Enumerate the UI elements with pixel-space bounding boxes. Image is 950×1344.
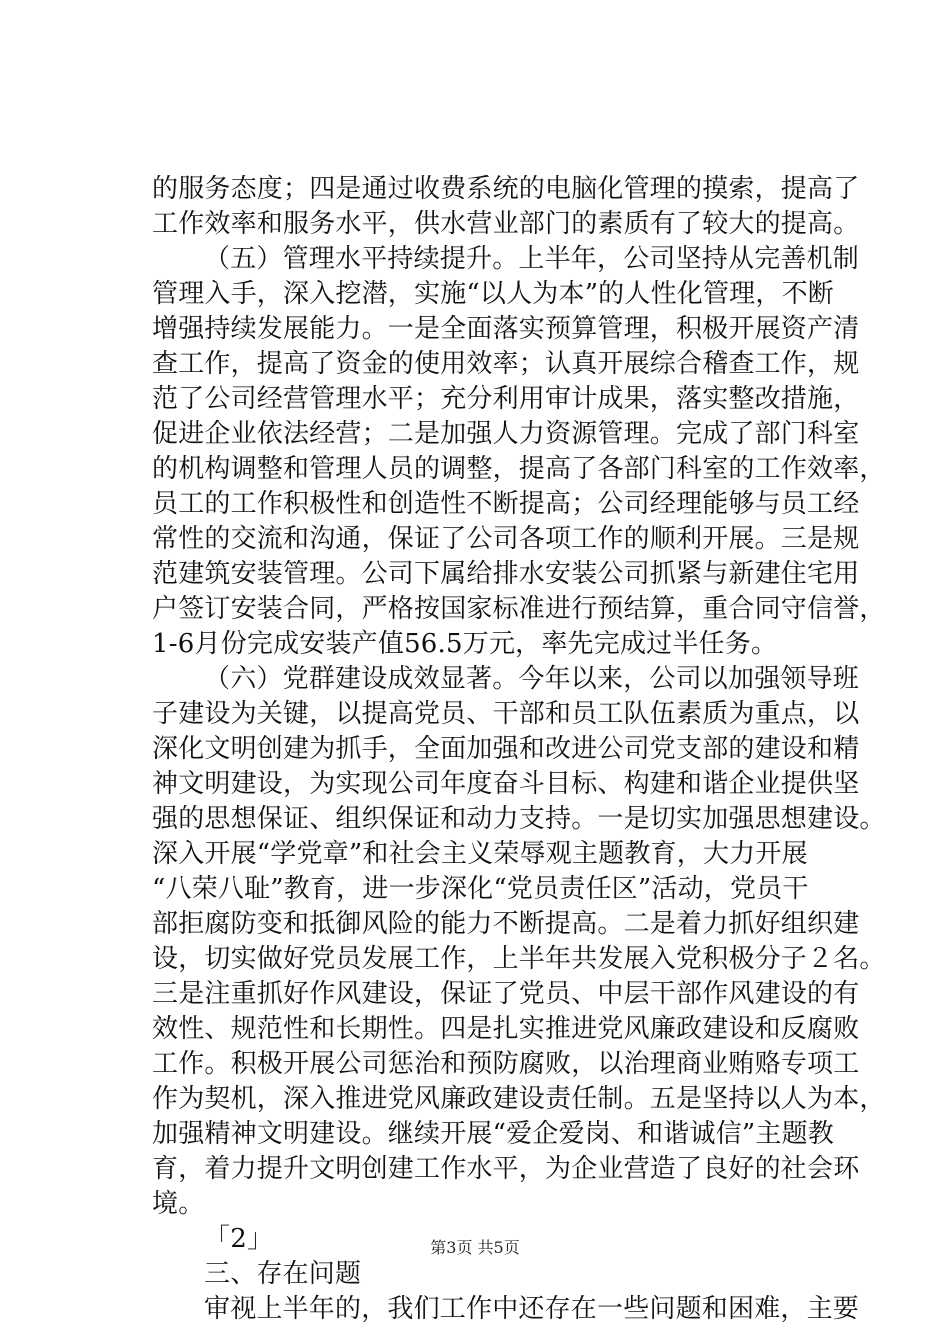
text-line: 神文明建设，为实现公司年度奋斗目标、构建和谐企业提供坚 (152, 769, 860, 799)
paragraph-heading-5: （五）管理水平持续提升。上半年，公司坚持从完善机制 (204, 244, 860, 274)
text-line: 员工的工作积极性和创造性不断提高；公司经理能够与员工经 (152, 489, 860, 519)
text-line: 作为契机，深入推进党风廉政建设责任制。五是坚持以人为本， (152, 1084, 886, 1114)
text-line: 增强持续发展能力。一是全面落实预算管理，积极开展资产清 (152, 314, 860, 344)
text-line: 的服务态度；四是通过收费系统的电脑化管理的摸索，提高了 (152, 174, 860, 204)
text-line: 三是注重抓好作风建设，保证了党员、中层干部作风建设的有 (152, 979, 860, 1009)
text-line: 1-6月份完成安装产值56.5万元，率先完成过半任务。 (152, 629, 778, 659)
paragraph-heading-6: （六）党群建设成效显著。今年以来，公司以加强领导班 (204, 664, 860, 694)
body-text (152, 172, 886, 1327)
text-line: 审视上半年的，我们工作中还存在一些问题和困难，主要 (204, 1294, 860, 1324)
text-line: 的机构调整和管理人员的调整，提高了各部门科室的工作效率， (152, 454, 886, 484)
page-footer: 第3页 共5页 (430, 1238, 520, 1257)
page-marker: 「2」 (204, 1224, 274, 1254)
text-line: 部拒腐防变和抵御风险的能力不断提高。二是着力抓好组织建 (152, 909, 860, 939)
text-line: 设，切实做好党员发展工作，上半年共发展入党积极分子２名。 (152, 944, 886, 974)
text-line: 管理入手，深入挖潜，实施“以人为本”的人性化管理，不断 (152, 279, 834, 309)
section-heading: 三、存在问题 (204, 1259, 362, 1289)
text-line: 强的思想保证、组织保证和动力支持。一是切实加强思想建设。 (152, 804, 886, 834)
text-line: 户签订安装合同，严格按国家标准进行预结算，重合同守信誉， (152, 594, 886, 624)
text-line: 加强精神文明建设。继续开展“爱企爱岗、和谐诚信”主题教 (152, 1119, 834, 1149)
text-line: 查工作，提高了资金的使用效率；认真开展综合稽查工作，规 (152, 349, 860, 379)
text-line: 效性、规范性和长期性。四是扎实推进党风廉政建设和反腐败 (152, 1014, 860, 1044)
text-line: “八荣八耻”教育，进一步深化“党员责任区”活动，党员干 (152, 874, 809, 904)
text-line: 促进企业依法经营；二是加强人力资源管理。完成了部门科室 (152, 419, 860, 449)
text-line: 深化文明创建为抓手，全面加强和改进公司党支部的建设和精 (152, 734, 860, 764)
text-line: 工作效率和服务水平，供水营业部门的素质有了较大的提高。 (152, 209, 860, 239)
text-line: 范了公司经营管理水平；充分利用审计成果，落实整改措施， (152, 384, 860, 414)
text-line: 范建筑安装管理。公司下属给排水安装公司抓紧与新建住宅用 (152, 559, 860, 589)
text-line: 子建设为关键，以提高党员、干部和员工队伍素质为重点，以 (152, 699, 860, 729)
text-line: 深入开展“学党章”和社会主义荣辱观主题教育，大力开展 (152, 839, 808, 869)
text-line: 育，着力提升文明创建工作水平，为企业营造了良好的社会环 (152, 1154, 860, 1184)
text-line: 工作。积极开展公司惩治和预防腐败，以治理商业贿赂专项工 (152, 1049, 860, 1079)
text-line: 常性的交流和沟通，保证了公司各项工作的顺利开展。三是规 (152, 524, 860, 554)
text-line: 境。 (152, 1189, 205, 1219)
